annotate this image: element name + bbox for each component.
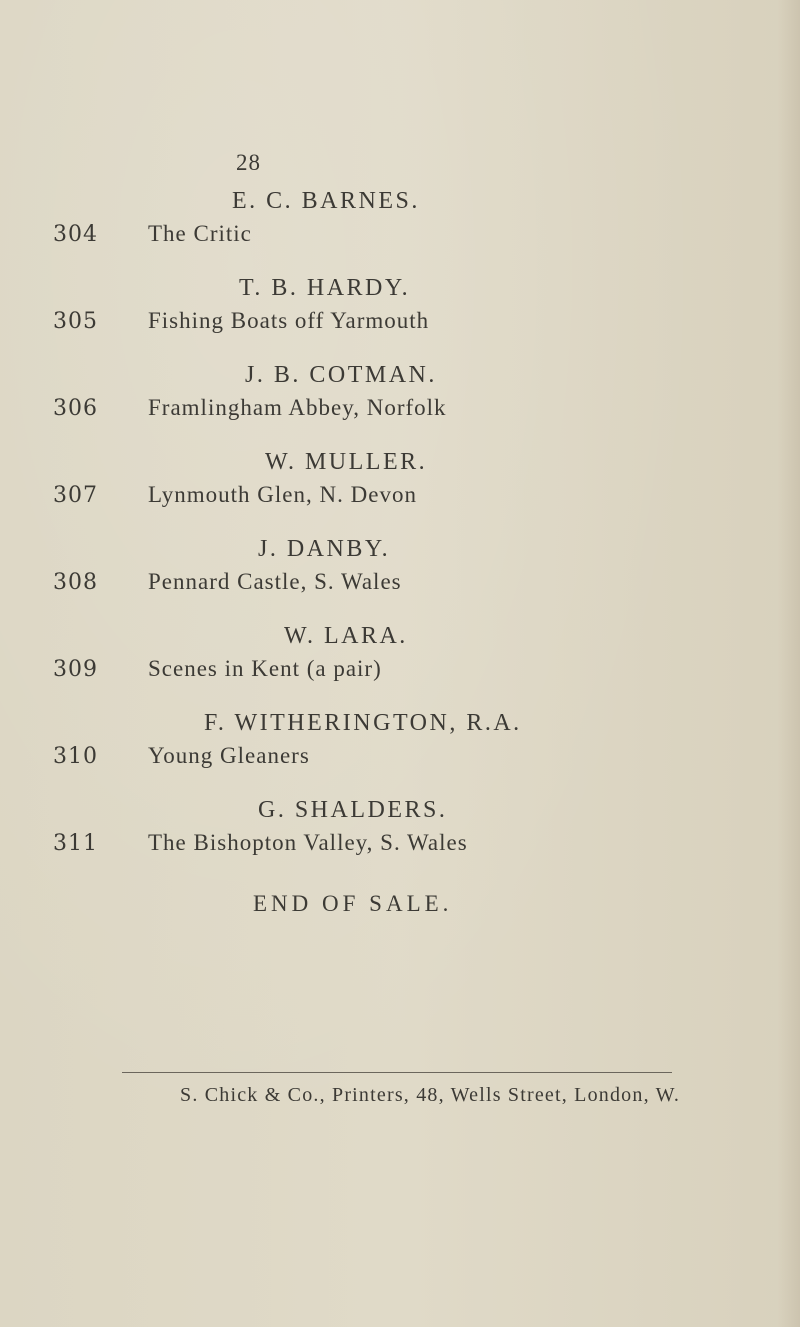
lot-305-title: Fishing Boats off Yarmouth xyxy=(148,308,430,333)
printer-imprint: S. Chick & Co., Printers, 48, Wells Street, London, W. xyxy=(180,1084,681,1106)
lot-309-title: Scenes in Kent (a pair) xyxy=(148,656,382,681)
lot-307-number: 307 xyxy=(53,483,98,508)
lot-304-number: 304 xyxy=(53,222,98,247)
lot-306-artist: J. B. COTMAN. xyxy=(245,362,437,388)
lot-310-artist: F. WITHERINGTON, R.A. xyxy=(204,710,522,736)
lot-304-title: The Critic xyxy=(148,221,252,246)
lot-308-artist: J. DANBY. xyxy=(258,536,391,562)
lot-310-number: 310 xyxy=(53,744,98,769)
lot-307-title: Lynmouth Glen, N. Devon xyxy=(148,482,417,507)
page-edge-shadow xyxy=(778,0,800,1327)
lot-311-number: 311 xyxy=(53,831,98,856)
lot-305-artist: T. B. HARDY. xyxy=(239,275,411,301)
lot-310-title: Young Gleaners xyxy=(148,743,310,768)
lot-306-number: 306 xyxy=(53,396,98,421)
lot-308-number: 308 xyxy=(53,570,98,595)
page-number: 28 xyxy=(236,150,261,175)
lot-305-number: 305 xyxy=(53,309,98,334)
lot-311-title: The Bishopton Valley, S. Wales xyxy=(148,830,468,855)
lot-306-title: Framlingham Abbey, Norfolk xyxy=(148,395,447,420)
lot-309-number: 309 xyxy=(53,657,98,682)
lot-308-title: Pennard Castle, S. Wales xyxy=(148,569,402,594)
lot-304-artist: E. C. BARNES. xyxy=(232,188,420,214)
footer-rule xyxy=(122,1072,672,1073)
lot-307-artist: W. MULLER. xyxy=(265,449,428,475)
end-of-sale-heading: END OF SALE. xyxy=(253,891,453,916)
lot-309-artist: W. LARA. xyxy=(284,623,408,649)
lot-311-artist: G. SHALDERS. xyxy=(258,797,448,823)
